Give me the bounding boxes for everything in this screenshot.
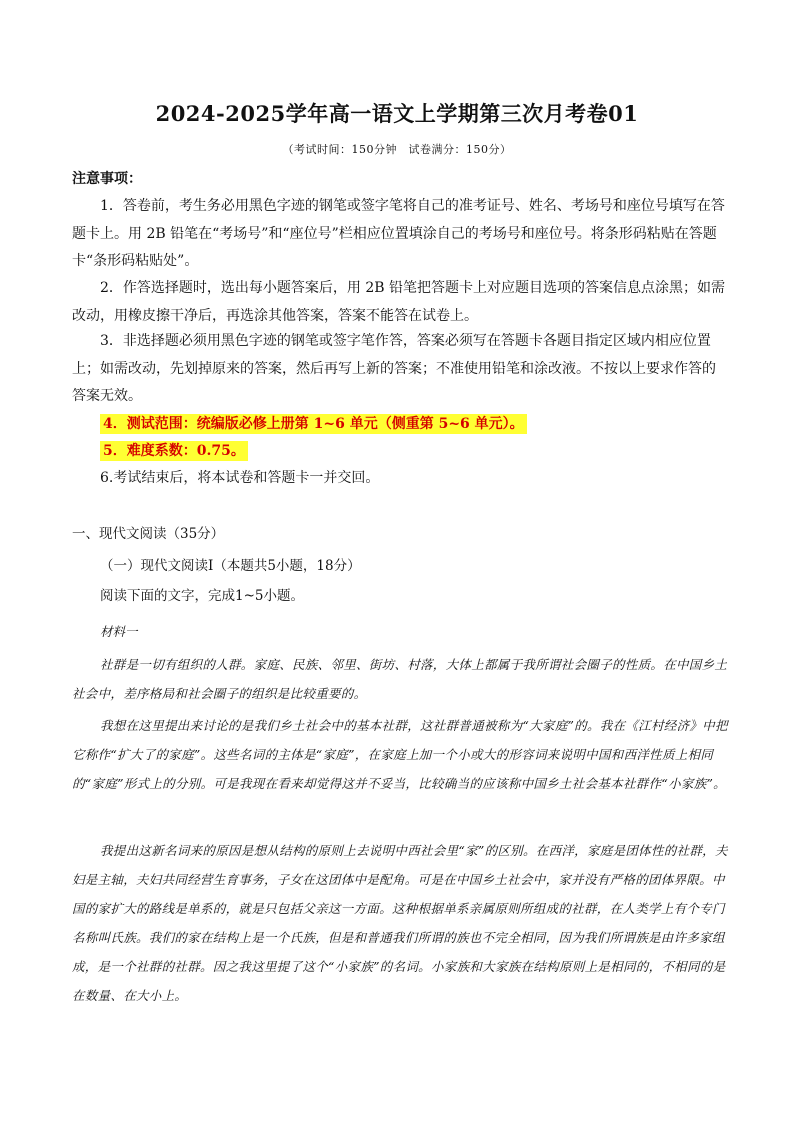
notice-item-1: 1．答卷前，考生务必用黑色字迹的钢笔或签字笔将自己的准考证号、姓名、考场号和座位号填写在答题卡上。用 2B 铅笔在“考场号”和“座位号”栏相应位置填涂自己的考场号和座位号。将条形码粘贴在答题卡“条形码粘贴处”。 [72,198,725,269]
notice-item-6: 6.考试结束后，将本试卷和答题卡一并交回。 [100,470,380,486]
material-label: 材料一 [100,624,138,639]
subsection-heading: （一）现代文阅读Ⅰ（本题共5小题，18分） [100,558,361,574]
material-paragraph-3: 我提出这新名词来的原因是想从结构的原则上去说明中西社会里“家”的区别。在西洋，家庭是团体性的社群，夫妇是主轴，夫妇共同经营生育事务，子女在这团体中是配角。可是在中国乡土社会中，家并没有严格的团体界限。中国的家扩大的路线是单系的，就是只包括父亲这一方面。这种根据单系亲属原则所组成的社群，在人类学上有个专门名称叫氏族。我们的家在结构上是一个氏族，但是和普通我们所谓的族也不完全相同，因为我们所谓族是由许多家组成，是一个社群的社群。因之我这里提了这个“小家族”的名词。小家族和大家族在结构原则上是相同的，不相同的是在数量、在大小上。 [72,843,728,1003]
notice-item-3: 3．非选择题必须用黑色字迹的钢笔或签字笔作答，答案必须写在答题卡各题目指定区域内相应位置上；如需改动，先划掉原来的答案，然后再写上新的答案；不准使用铅笔和涂改液。不按以上要求作答的答案无效。 [72,333,716,404]
notice-item-2: 2．作答选择题时，选出每小题答案后，用 2B 铅笔把答题卡上对应题目选项的答案信息点涂黑；如需改动，用橡皮擦干净后，再选涂其他答案，答案不能答在试卷上。 [72,280,726,324]
notice-item-5-row [100,438,726,466]
notice-item-4-highlight: 4．测试范围：统编版必修上册第 1~6 单元（侧重第 5~6 单元）。 [100,414,527,434]
notice-item-5-highlight: 5．难度系数：0.75。 [100,441,248,461]
material-paragraph-2: 我想在这里提出来讨论的是我们乡土社会中的基本社群，这社群普通被称为“大家庭”的。我在《江村经济》中把它称作“扩大了的家庭”。这些名词的主体是“家庭”，在家庭上加一个小或大的形容词来说明中国和西洋性质上相同的“家庭”形式上的分别。可是我现在看来却觉得这并不妥当，比较确当的应该称中国乡土社会基本社群作“小家族”。 [72,718,728,791]
material-paragraph-1: 社群是一切有组织的人群。家庭、民族、邻里、街坊、村落，大体上都属于我所谓社会圈子的性质。在中国乡土社会中，差序格局和社会圈子的组织是比较重要的。 [72,657,728,701]
exam-info-subtitle: （考试时间：150分钟 试卷满分：150分） [282,143,512,156]
reading-instruction: 阅读下面的文字，完成1~5小题。 [100,588,304,604]
section-heading: 一、现代文阅读（35分） [72,526,225,542]
notice-item-4-row [100,411,726,439]
page-title: 2024-2025学年高一语文上学期第三次月考卷01 [155,101,639,126]
notice-heading: 注意事项： [72,171,142,187]
